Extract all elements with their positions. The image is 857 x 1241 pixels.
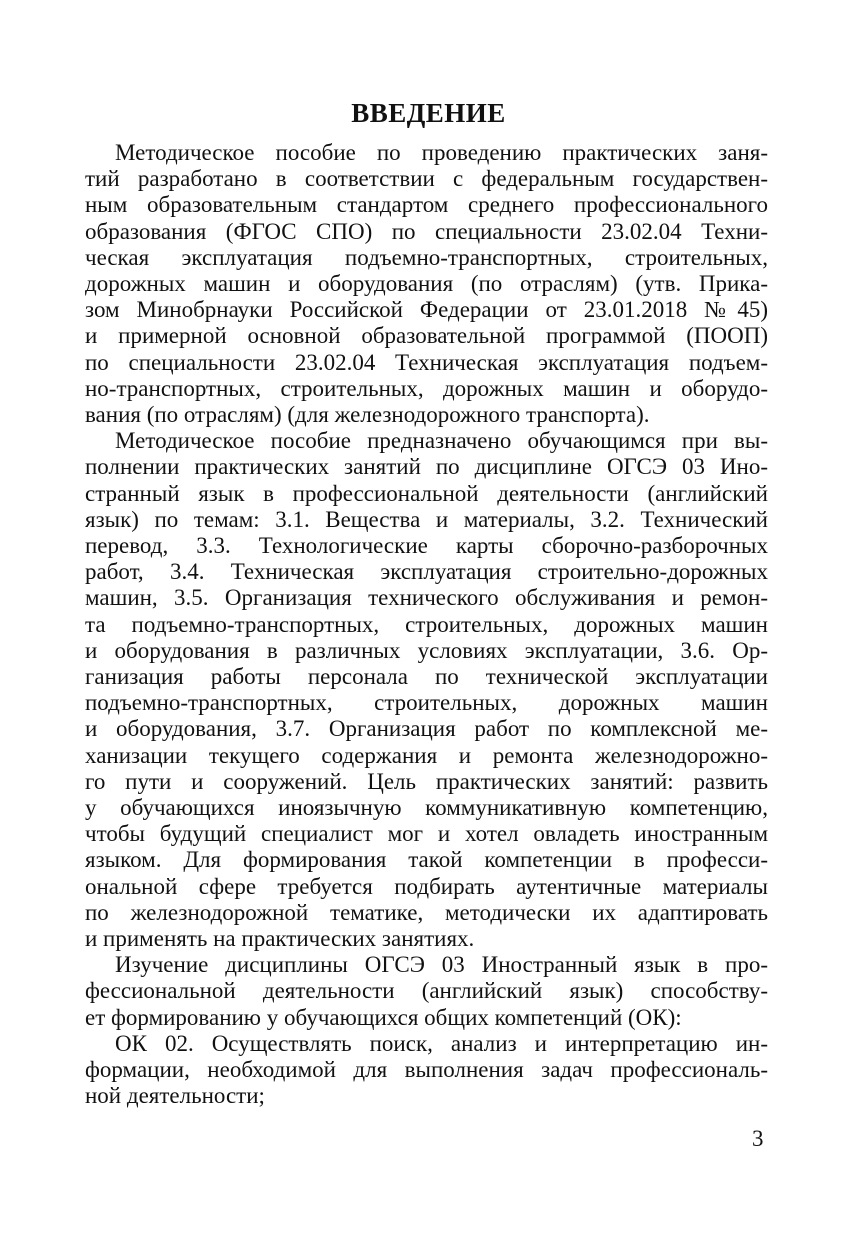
paragraph-line: ной деятельности; [85,1083,265,1109]
paragraph-line: Методическое пособие предназначено обучающимся при вы- [115,428,768,454]
paragraph-line: зом Минобрнауки Российской Федерации от 23.01.2018 №45) [85,297,768,323]
paragraph-line: машин, 3.5. Организация технического обслуживания и ремон- [85,585,768,611]
paragraph-line: ческая эксплуатация подъемно-транспортных, строительных, [85,244,768,270]
paragraph-line: языком. Для формирования такой компетенции в професси- [85,847,768,873]
paragraph-line: и оборудования, 3.7. Организация работ по комплексной ме- [85,716,768,742]
paragraph-line: и применять на практических занятиях. [85,926,475,951]
paragraph-line: у обучающихся иноязычную коммуникативную компетенцию, [85,795,768,820]
paragraph-line: ОК 02. Осуществлять поиск, анализ и интерпретацию ин- [115,1030,768,1056]
paragraph-line: фессиональной деятельности (английский язык) способству- [85,978,768,1004]
paragraph-line: работ, 3.4. Техническая эксплуатация строительно-дорожных [85,559,768,585]
paragraph-line: формации, необходимой для выполнения задач профессиональ- [85,1057,768,1082]
paragraph-line: чтобы будущий специалист мог и хотел овладеть иностранным [85,821,768,847]
paragraph-line: Изучение дисциплины ОГСЭ 03 Иностранный язык в про- [115,952,768,978]
paragraph-line: по специальности 23.02.04 Техническая эксплуатация подъем- [85,349,768,375]
paragraph-line: странный язык в профессиональной деятельности (английский [85,480,768,506]
paragraph-line: Методическое пособие по проведению практических заня- [115,140,768,165]
paragraph-line: и примерной основной образовательной программой (ПООП) [85,323,768,349]
paragraph-line: но-транспортных, строительных, дорожных машин и оборудо- [85,375,768,401]
paragraph-line: ональной сфере требуется подбирать аутентичные материалы [85,873,768,899]
paragraph-line: образования (ФГОС СПО) по специальности 23.02.04 Техни- [85,218,768,244]
paragraph-line: перевод, 3.3. Технологические карты сборочно-разборочных [85,533,768,558]
paragraph-line: подъемно-транспортных, строительных, дорожных машин [85,690,768,716]
paragraph-line: полнении практических занятий по дисциплине ОГСЭ 03 Ино- [85,454,768,480]
page-number: 3 [752,1126,764,1151]
paragraph-line: дорожных машин и оборудования (по отраслям) (утв. Прика- [85,271,768,296]
paragraph-line: та подъемно-транспортных, строительных, дорожных машин [85,611,768,637]
paragraph-line: язык) по темам: 3.1. Вещества и материалы, 3.2. Технический [85,506,768,532]
paragraph-line: го пути и сооружений. Цель практических занятий: развить [85,768,768,794]
paragraph-line: вания (по отраслям) (для железнодорожного транспорта). [85,402,650,427]
paragraph-line: по железнодорожной тематике, методически их адаптировать [85,899,768,925]
page-title: ВВЕДЕНИЕ [351,98,506,128]
paragraph-line: тий разработано в соответствии с федеральным государствен- [85,166,768,192]
paragraph-line: ным образовательным стандартом среднего профессионального [85,192,768,218]
paragraph-line: и оборудования в различных условиях эксплуатации, 3.6. Ор- [85,637,768,663]
paragraph-line: ханизации текущего содержания и ремонта железнодорожно- [85,742,768,768]
paragraph-line: ет формированию у обучающихся общих компетенций (ОК): [85,1004,682,1030]
paragraph-line: ганизация работы персонала по технической эксплуатации [85,664,768,689]
